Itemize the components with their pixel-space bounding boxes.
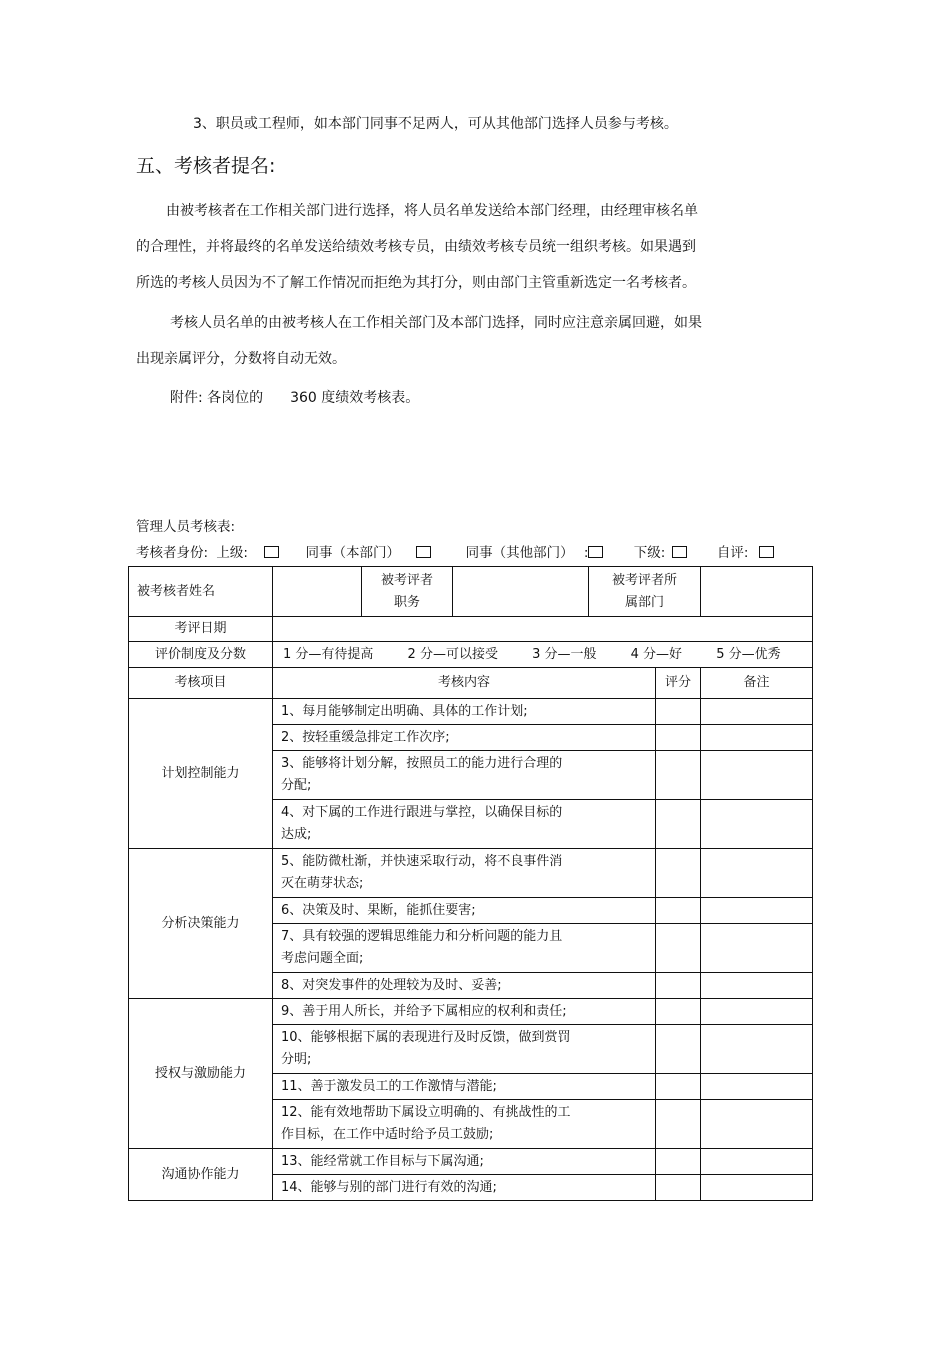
table-row (129, 849, 813, 898)
position-cell[interactable] (453, 567, 589, 617)
score-cell[interactable] (656, 898, 701, 924)
item-content (273, 699, 656, 725)
note-cell[interactable] (701, 924, 813, 973)
item-content (273, 1025, 656, 1074)
note-cell[interactable] (701, 849, 813, 898)
form-title: 管理人员考核表: (136, 519, 236, 535)
date-cell[interactable] (273, 617, 813, 642)
item-line: 3、能够将计划分解，按照员工的能力进行合理的 (281, 756, 563, 771)
para1-line3: 所选的考核人员因为不了解工作情况而拒绝为其打分，则由部门主管重新选定一名考核者。 (136, 275, 696, 291)
note-cell[interactable] (701, 751, 813, 800)
evaluation-items (129, 699, 813, 1201)
item-line: 13、能经常就工作目标与下属沟通; (281, 1153, 484, 1169)
attachment-label: 附件: 各岗位的 (170, 390, 264, 406)
score-cell[interactable] (656, 1074, 701, 1100)
para1-line1: 由被考核者在工作相关部门进行选择，将人员名单发送给本部门经理，由经理审核名单 (166, 203, 698, 219)
para2-line1: 考核人员名单的由被考核人在工作相关部门及本部门选择，同时应注意亲属回避，如果 (170, 315, 702, 331)
item-line: 12、能有效地帮助下属设立明确的、有挑战性的工 (281, 1105, 571, 1120)
identity-subordinate: 下级: (633, 545, 666, 561)
column-header-row (129, 668, 813, 699)
section-heading: 五、考核者提名: (136, 155, 276, 177)
col-item-header: 考核项目 (129, 668, 273, 699)
item-line: 考虑问题全面; (281, 951, 364, 966)
item-line: 2、按轻重缓急排定工作次序; (281, 729, 450, 745)
item-content (273, 924, 656, 973)
identity-peer-same: 同事（本部门） (305, 545, 401, 561)
table-row (129, 999, 813, 1025)
identity-row (136, 544, 816, 562)
item-line: 1、每月能够制定出明确、具体的工作计划; (281, 703, 528, 719)
score-cell[interactable] (656, 973, 701, 999)
item-content (273, 751, 656, 800)
evaluee-name-label: 被考核者姓名 (129, 567, 273, 617)
dept-cell[interactable] (701, 567, 813, 617)
scale-1: 1 分—有待提高 (283, 646, 374, 662)
evaluator-dept-label: 被考评者所 属部门 (589, 567, 701, 617)
item-line: 分明; (281, 1052, 312, 1067)
group-label: 沟通协作能力 (129, 1149, 273, 1201)
group-label: 计划控制能力 (129, 699, 273, 849)
subordinate-checkbox[interactable] (672, 546, 687, 558)
identity-label: 考核者身份: (136, 545, 209, 561)
item-line: 11、善于激发员工的工作激情与潜能; (281, 1078, 497, 1094)
score-cell[interactable] (656, 1149, 701, 1175)
note-cell[interactable] (701, 1025, 813, 1074)
note-cell[interactable] (701, 1100, 813, 1149)
note-cell[interactable] (701, 898, 813, 924)
score-cell[interactable] (656, 699, 701, 725)
item-line: 作目标，在工作中适时给予员工鼓励; (281, 1127, 494, 1142)
peer-same-checkbox[interactable] (416, 546, 431, 558)
item-line: 达成; (281, 827, 312, 842)
score-cell[interactable] (656, 1025, 701, 1074)
item-line: 6、决策及时、果断，能抓住要害; (281, 902, 476, 918)
score-cell[interactable] (656, 1100, 701, 1149)
scale-4: 4 分—好 (630, 646, 683, 662)
note-cell[interactable] (701, 973, 813, 999)
item-line: 9、善于用人所长，并给予下属相应的权利和责任; (281, 1003, 567, 1019)
para1-line2: 的合理性，并将最终的名单发送给绩效考核专员，由绩效考核专员统一组织考核。如果遇到 (136, 239, 696, 255)
superior-checkbox[interactable] (264, 546, 279, 558)
group-label: 授权与激励能力 (129, 999, 273, 1149)
peer-other-checkbox[interactable] (588, 546, 603, 558)
self-checkbox[interactable] (759, 546, 774, 558)
col-score-header: 评分 (656, 668, 701, 699)
score-cell[interactable] (656, 751, 701, 800)
identity-peer-other: 同事（其他部门） (465, 545, 574, 561)
item-content (273, 898, 656, 924)
date-row (129, 617, 813, 642)
score-cell[interactable] (656, 924, 701, 973)
table-row (129, 699, 813, 725)
item-content (273, 1149, 656, 1175)
note-cell[interactable] (701, 1175, 813, 1201)
item-line: 10、能够根据下属的表现进行及时反馈，做到赏罚 (281, 1030, 571, 1045)
scoring-row (129, 642, 813, 668)
intro-item: 3、职员或工程师，如本部门同事不足两人，可从其他部门选择人员参与考核。 (193, 116, 678, 132)
item-content (273, 1074, 656, 1100)
scoring-scale (273, 642, 813, 668)
col-note-header: 备注 (701, 668, 813, 699)
evaluee-name-cell[interactable] (273, 567, 362, 617)
item-content (273, 973, 656, 999)
scale-3: 3 分—一般 (532, 646, 597, 662)
score-cell[interactable] (656, 849, 701, 898)
score-cell[interactable] (656, 999, 701, 1025)
item-content (273, 800, 656, 849)
identity-colon: : (583, 545, 589, 561)
scoring-label: 评价制度及分数 (129, 642, 273, 668)
identity-self: 自评: (716, 545, 749, 561)
score-cell[interactable] (656, 800, 701, 849)
item-content (273, 1100, 656, 1149)
attachment-line (170, 388, 419, 408)
item-line: 分配; (281, 778, 312, 793)
group-label: 分析决策能力 (129, 849, 273, 999)
note-cell[interactable] (701, 800, 813, 849)
item-line: 8、对突发事件的处理较为及时、妥善; (281, 977, 502, 993)
evaluation-table (128, 566, 813, 1201)
note-cell[interactable] (701, 1149, 813, 1175)
evaluator-position-label: 被考评者 职务 (362, 567, 453, 617)
attachment-num: 360 (290, 390, 317, 406)
table-row (129, 1149, 813, 1175)
item-content (273, 999, 656, 1025)
attachment-rest: 度绩效考核表。 (321, 390, 420, 406)
scale-5: 5 分—优秀 (716, 646, 781, 662)
note-cell[interactable] (701, 725, 813, 751)
item-content (273, 1175, 656, 1201)
item-line: 5、能防微杜渐，并快速采取行动，将不良事件消 (281, 854, 563, 869)
score-cell[interactable] (656, 1175, 701, 1201)
note-cell[interactable] (701, 1074, 813, 1100)
score-cell[interactable] (656, 725, 701, 751)
item-line: 7、具有较强的逻辑思维能力和分析问题的能力且 (281, 929, 563, 944)
identity-superior: 上级: (216, 545, 248, 561)
col-content-header: 考核内容 (273, 668, 656, 699)
note-cell[interactable] (701, 999, 813, 1025)
item-line: 灭在萌芽状态; (281, 876, 364, 891)
scale-2: 2 分—可以接受 (407, 646, 498, 662)
item-line: 14、能够与别的部门进行有效的沟通; (281, 1179, 497, 1195)
header-row-1 (129, 567, 813, 617)
item-line: 4、对下属的工作进行跟进与掌控，以确保目标的 (281, 805, 563, 820)
note-cell[interactable] (701, 699, 813, 725)
item-content (273, 725, 656, 751)
date-label: 考评日期 (129, 617, 273, 642)
para2-line2: 出现亲属评分，分数将自动无效。 (136, 351, 346, 367)
item-content (273, 849, 656, 898)
